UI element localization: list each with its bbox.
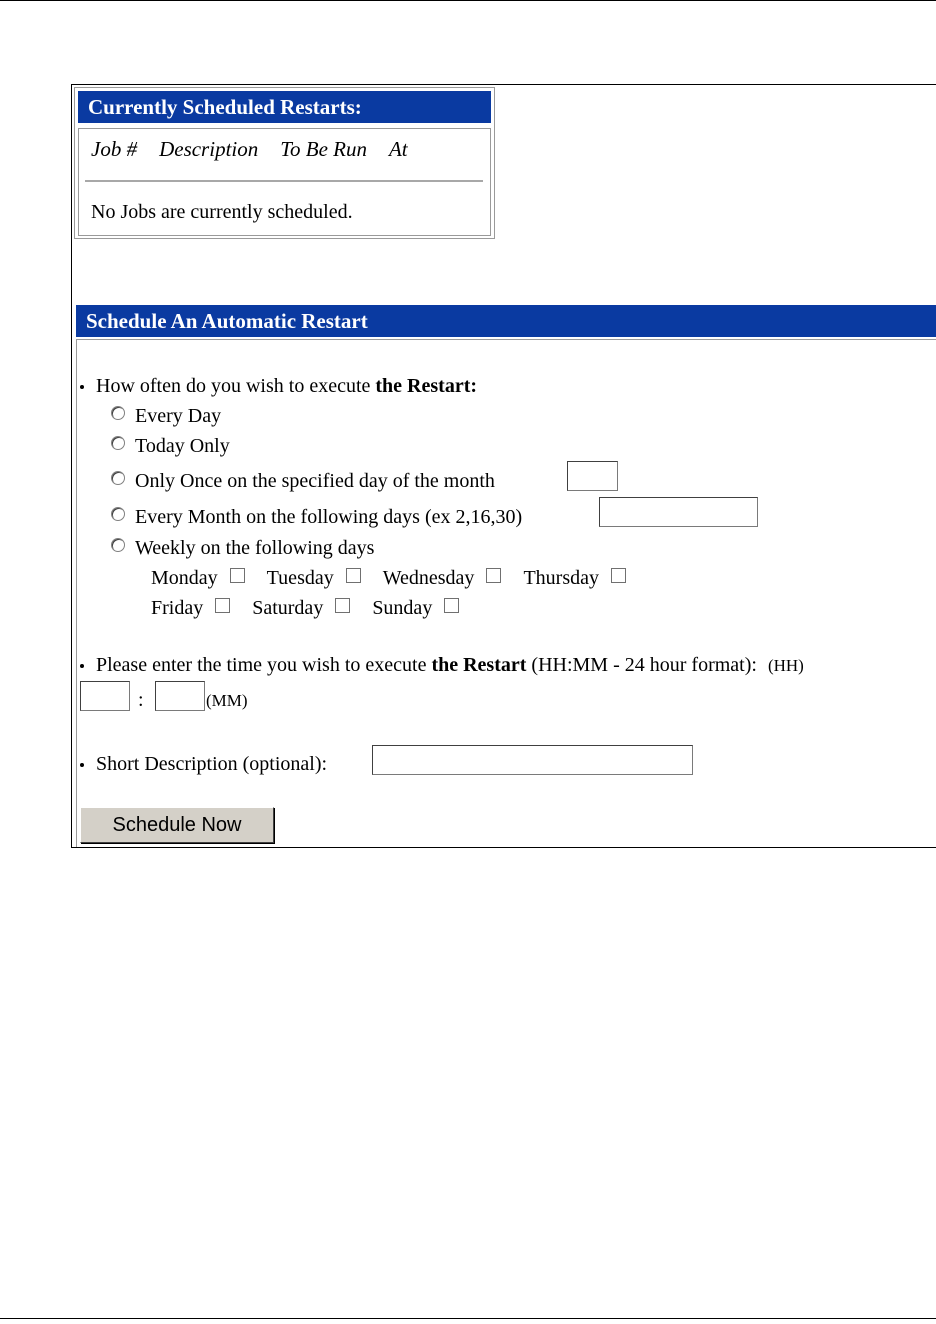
option-today-only: Today Only [111, 434, 230, 458]
checkbox-saturday[interactable] [335, 598, 350, 613]
description-input[interactable] [372, 745, 693, 775]
page-bottom-rule [0, 1318, 936, 1319]
label-sunday: Sunday [372, 597, 433, 619]
checkbox-tuesday[interactable] [346, 568, 361, 583]
checkbox-friday[interactable] [215, 598, 230, 613]
table-divider [85, 180, 483, 182]
frequency-prompt: How often do you wish to execute the Restart: [80, 374, 477, 398]
scheduled-restarts-table [78, 128, 491, 236]
label-tuesday: Tuesday [266, 567, 334, 589]
checkbox-monday[interactable] [230, 568, 245, 583]
minute-input[interactable] [155, 681, 205, 711]
column-job-number: Job # [91, 137, 138, 161]
day-of-month-input[interactable] [567, 461, 618, 491]
checkbox-wednesday[interactable] [486, 568, 501, 583]
hh-label: (HH) [767, 656, 804, 675]
empty-message: No Jobs are currently scheduled. [91, 201, 353, 223]
column-to-be-run: To Be Run [280, 137, 367, 161]
label-saturday: Saturday [252, 597, 324, 619]
schedule-form-header: Schedule An Automatic Restart [76, 305, 936, 337]
scheduled-restarts-panel [74, 87, 495, 239]
radio-weekly[interactable] [111, 538, 125, 552]
radio-once-monthly[interactable] [111, 471, 125, 485]
option-once-monthly: Only Once on the specified day of the month [111, 469, 495, 493]
time-separator: : [138, 689, 144, 711]
weekday-row-2 [151, 596, 481, 620]
scheduled-restarts-header: Currently Scheduled Restarts: [78, 91, 491, 123]
bullet-icon [80, 763, 84, 767]
hour-input[interactable] [80, 681, 130, 711]
label-friday: Friday [151, 597, 204, 619]
label-wednesday: Wednesday [382, 567, 475, 589]
time-prompt: Please enter the time you wish to execute the Restart (HH:MM - 24 hour format): (HH) [80, 653, 804, 678]
page-top-rule [0, 0, 936, 1]
radio-today-only[interactable] [111, 436, 125, 450]
option-every-month: Every Month on the following days (ex 2,16,30) [111, 505, 522, 529]
label-thursday: Thursday [523, 567, 599, 589]
column-at: At [388, 137, 408, 161]
bullet-icon [80, 385, 84, 389]
checkbox-sunday[interactable] [444, 598, 459, 613]
weekday-row-1 [151, 566, 648, 590]
option-every-day: Every Day [111, 404, 221, 428]
option-weekly: Weekly on the following days [111, 536, 374, 560]
radio-every-month[interactable] [111, 507, 125, 521]
schedule-now-button[interactable]: Schedule Now [80, 807, 274, 843]
description-prompt: Short Description (optional): [80, 752, 327, 776]
radio-every-day[interactable] [111, 406, 125, 420]
column-description: Description [159, 137, 259, 161]
bullet-icon [80, 664, 84, 668]
table-header-row [91, 137, 430, 162]
mm-label: (MM) [206, 691, 248, 710]
checkbox-thursday[interactable] [611, 568, 626, 583]
month-days-input[interactable] [599, 497, 758, 527]
label-monday: Monday [151, 567, 218, 589]
